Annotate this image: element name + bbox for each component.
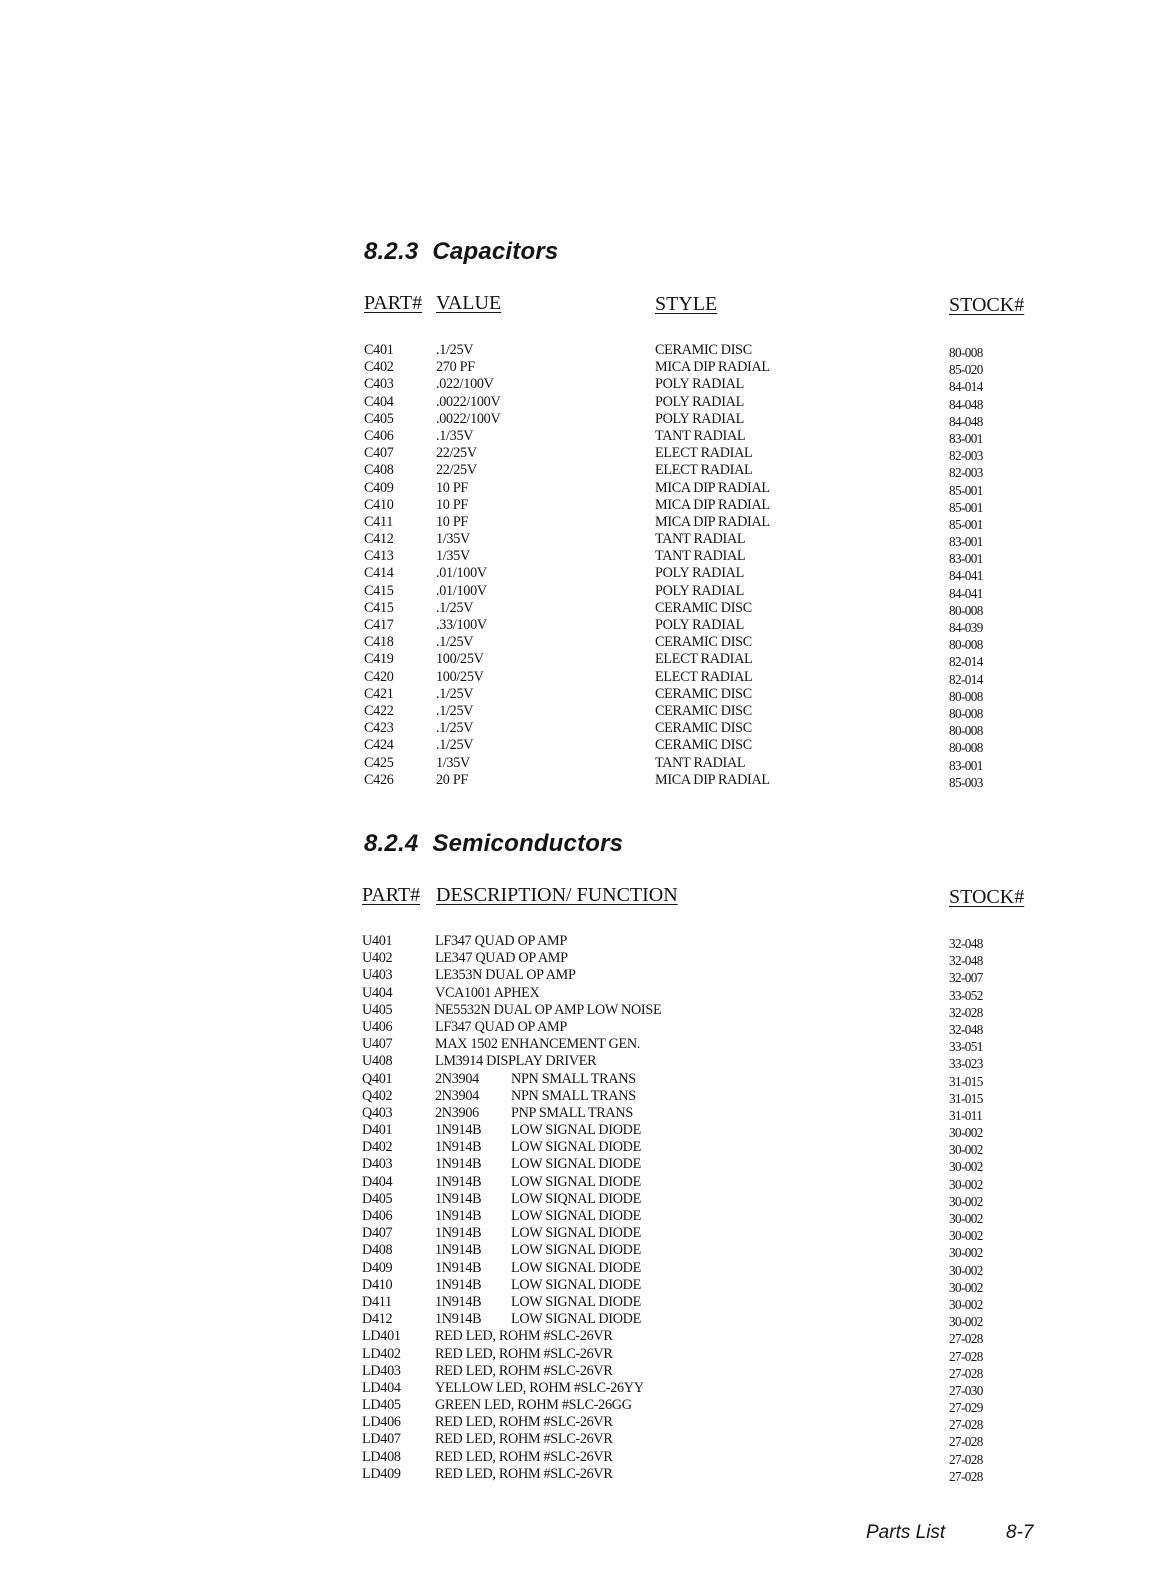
part-description: RED LED, ROHM #SLC-26VR bbox=[435, 1345, 613, 1362]
stock-number: 85-001 bbox=[949, 499, 983, 515]
stock-number: 30-002 bbox=[949, 1279, 983, 1295]
stock-number: 30-002 bbox=[949, 1296, 983, 1312]
part-value: 10 PF bbox=[436, 513, 469, 530]
table-row bbox=[0, 514, 1162, 531]
stock-number: 30-002 bbox=[949, 1142, 983, 1158]
table-row bbox=[0, 1105, 1162, 1122]
part-value: .1/25V bbox=[436, 685, 474, 702]
part-style: MICA DIP RADIAL bbox=[655, 513, 770, 530]
table-row bbox=[0, 1449, 1162, 1466]
part-description: RED LED, ROHM #SLC-26VR bbox=[435, 1465, 613, 1482]
part-description: 1N914B bbox=[435, 1293, 482, 1310]
part-description: RED LED, ROHM #SLC-26VR bbox=[435, 1414, 613, 1431]
part-style: MICA DIP RADIAL bbox=[655, 771, 770, 788]
part-description: LE353N DUAL OP AMP bbox=[435, 967, 576, 984]
table-row bbox=[0, 445, 1162, 462]
stock-number: 27-029 bbox=[949, 1400, 983, 1416]
stock-number: 27-028 bbox=[949, 1365, 983, 1381]
table-row bbox=[0, 583, 1162, 600]
part-number: C411 bbox=[364, 513, 394, 530]
stock-number: 32-048 bbox=[949, 1021, 983, 1037]
table-row bbox=[0, 737, 1162, 754]
part-number: U408 bbox=[362, 1053, 393, 1070]
part-function: LOW SIQNAL DIODE bbox=[511, 1190, 641, 1207]
part-number: LD404 bbox=[362, 1379, 401, 1396]
part-value: .01/100V bbox=[436, 565, 487, 582]
stock-number: 30-002 bbox=[949, 1125, 983, 1141]
part-number: D409 bbox=[362, 1259, 393, 1276]
part-description: 1N914B bbox=[435, 1225, 482, 1242]
part-style: ELECT RADIAL bbox=[655, 445, 753, 462]
part-number: C408 bbox=[364, 462, 394, 479]
part-description: 1N914B bbox=[435, 1311, 482, 1328]
part-description: 1N914B bbox=[435, 1173, 482, 1190]
stock-number: 33-051 bbox=[949, 1039, 983, 1055]
stock-number: 80-008 bbox=[949, 345, 983, 360]
table-row bbox=[0, 772, 1162, 789]
part-number: LD403 bbox=[362, 1362, 401, 1379]
part-description: LF347 QUAD OP AMP bbox=[435, 933, 567, 949]
stock-number: 82-014 bbox=[949, 654, 983, 670]
part-value: 10 PF bbox=[436, 496, 469, 513]
stock-number: 27-028 bbox=[949, 1468, 983, 1484]
section-name: Capacitors bbox=[432, 238, 559, 265]
part-value: 100/25V bbox=[436, 668, 484, 685]
part-number: U403 bbox=[362, 967, 393, 984]
part-style: POLY RADIAL bbox=[655, 410, 744, 427]
section-name: Semiconductors bbox=[432, 830, 624, 857]
stock-number: 80-008 bbox=[949, 723, 983, 739]
part-style: MICA DIP RADIAL bbox=[655, 496, 770, 513]
part-number: C414 bbox=[364, 565, 394, 582]
part-description: NE5532N DUAL OP AMP LOW NOISE bbox=[435, 1001, 662, 1018]
part-number: C426 bbox=[364, 771, 394, 788]
part-number: C418 bbox=[364, 634, 394, 651]
part-description: 2N3904 bbox=[435, 1070, 479, 1087]
part-value: .1/25V bbox=[436, 342, 474, 358]
part-value: 1/35V bbox=[436, 531, 470, 548]
part-style: CERAMIC DISC bbox=[655, 702, 752, 719]
stock-number: 85-001 bbox=[949, 516, 983, 532]
table-row bbox=[0, 617, 1162, 634]
part-number: C409 bbox=[364, 479, 394, 496]
stock-number: 27-028 bbox=[949, 1434, 983, 1450]
part-value: 10 PF bbox=[436, 479, 469, 496]
semiconductors-table bbox=[0, 933, 1162, 1483]
part-function: LOW SIGNAL DIODE bbox=[511, 1293, 641, 1310]
part-description: RED LED, ROHM #SLC-26VR bbox=[435, 1448, 613, 1465]
part-number: D403 bbox=[362, 1156, 393, 1173]
table-row bbox=[0, 497, 1162, 514]
part-style: POLY RADIAL bbox=[655, 376, 744, 393]
part-description: 1N914B bbox=[435, 1156, 482, 1173]
part-description: RED LED, ROHM #SLC-26VR bbox=[435, 1431, 613, 1448]
part-number: D410 bbox=[362, 1276, 393, 1293]
part-number: C405 bbox=[364, 410, 394, 427]
part-description: 1N914B bbox=[435, 1276, 482, 1293]
part-function: LOW SIGNAL DIODE bbox=[511, 1122, 641, 1139]
part-value: .1/25V bbox=[436, 702, 474, 719]
part-style: CERAMIC DISC bbox=[655, 685, 752, 702]
part-number: C410 bbox=[364, 496, 394, 513]
capacitors-header-stock: STOCK# bbox=[949, 294, 1025, 316]
part-number: D405 bbox=[362, 1190, 393, 1207]
part-description: 1N914B bbox=[435, 1259, 482, 1276]
part-value: .01/100V bbox=[436, 582, 487, 599]
part-value: 22/25V bbox=[436, 462, 477, 479]
stock-number: 33-052 bbox=[949, 987, 983, 1003]
stock-number: 30-002 bbox=[949, 1245, 983, 1261]
part-number: C401 bbox=[364, 342, 394, 358]
part-number: C419 bbox=[364, 651, 394, 668]
table-row bbox=[0, 950, 1162, 967]
part-number: C403 bbox=[364, 376, 394, 393]
table-row bbox=[0, 755, 1162, 772]
stock-number: 80-008 bbox=[949, 602, 983, 618]
part-function: NPN SMALL TRANS bbox=[511, 1087, 636, 1104]
part-number: C413 bbox=[364, 548, 394, 565]
stock-number: 27-028 bbox=[949, 1417, 983, 1433]
table-row bbox=[0, 1346, 1162, 1363]
stock-number: 32-007 bbox=[949, 970, 983, 986]
stock-number: 82-014 bbox=[949, 671, 983, 687]
table-row bbox=[0, 600, 1162, 617]
stock-number: 80-008 bbox=[949, 705, 983, 721]
part-number: U406 bbox=[362, 1018, 393, 1035]
part-value: 22/25V bbox=[436, 445, 477, 462]
stock-number: 31-015 bbox=[949, 1073, 983, 1089]
part-number: C415 bbox=[364, 599, 394, 616]
section-number: 8.2.3 bbox=[364, 238, 419, 265]
stock-number: 85-020 bbox=[949, 362, 983, 378]
part-style: TANT RADIAL bbox=[655, 427, 746, 444]
footer-label: Parts List bbox=[866, 1522, 946, 1543]
part-style: POLY RADIAL bbox=[655, 393, 744, 410]
part-description: 1N914B bbox=[435, 1122, 482, 1139]
part-function: LOW SIGNAL DIODE bbox=[511, 1259, 641, 1276]
table-row bbox=[0, 634, 1162, 651]
table-row bbox=[0, 411, 1162, 428]
table-row bbox=[0, 985, 1162, 1002]
part-value: .1/25V bbox=[436, 720, 474, 737]
part-number: LD406 bbox=[362, 1414, 401, 1431]
table-row bbox=[0, 1311, 1162, 1328]
semiconductors-header-part: PART# bbox=[362, 884, 421, 906]
part-number: U405 bbox=[362, 1001, 393, 1018]
stock-number: 27-028 bbox=[949, 1331, 983, 1347]
table-row bbox=[0, 1242, 1162, 1259]
capacitors-table bbox=[0, 342, 1162, 789]
table-row bbox=[0, 1277, 1162, 1294]
part-number: C420 bbox=[364, 668, 394, 685]
part-description: 1N914B bbox=[435, 1208, 482, 1224]
stock-number: 27-028 bbox=[949, 1348, 983, 1364]
part-number: U404 bbox=[362, 984, 393, 1001]
semiconductors-header-description: DESCRIPTION/ FUNCTION bbox=[436, 884, 678, 906]
part-value: .1/35V bbox=[436, 427, 474, 444]
part-value: .33/100V bbox=[436, 617, 487, 633]
stock-number: 84-048 bbox=[949, 396, 983, 412]
part-style: POLY RADIAL bbox=[655, 617, 744, 633]
part-function: LOW SIGNAL DIODE bbox=[511, 1139, 641, 1156]
part-number: U401 bbox=[362, 933, 393, 949]
part-number: C423 bbox=[364, 720, 394, 737]
part-style: CERAMIC DISC bbox=[655, 599, 752, 616]
table-row bbox=[0, 548, 1162, 565]
part-number: LD407 bbox=[362, 1431, 401, 1448]
part-number: LD401 bbox=[362, 1328, 401, 1345]
table-row bbox=[0, 1208, 1162, 1225]
table-row bbox=[0, 651, 1162, 668]
part-number: D406 bbox=[362, 1208, 393, 1224]
part-number: C402 bbox=[364, 359, 394, 376]
part-value: 1/35V bbox=[436, 548, 470, 565]
table-row bbox=[0, 1071, 1162, 1088]
part-number: LD402 bbox=[362, 1345, 401, 1362]
part-number: D404 bbox=[362, 1173, 393, 1190]
part-number: C422 bbox=[364, 702, 394, 719]
part-value: 100/25V bbox=[436, 651, 484, 668]
table-row bbox=[0, 1380, 1162, 1397]
stock-number: 27-028 bbox=[949, 1451, 983, 1467]
part-description: MAX 1502 ENHANCEMENT GEN. bbox=[435, 1036, 641, 1053]
part-description: 2N3904 bbox=[435, 1087, 479, 1104]
stock-number: 82-003 bbox=[949, 465, 983, 481]
part-function: PNP SMALL TRANS bbox=[511, 1104, 633, 1121]
part-style: TANT RADIAL bbox=[655, 531, 746, 548]
table-row bbox=[0, 1122, 1162, 1139]
stock-number: 83-001 bbox=[949, 551, 983, 567]
part-style: POLY RADIAL bbox=[655, 582, 744, 599]
part-description: RED LED, ROHM #SLC-26VR bbox=[435, 1362, 613, 1379]
table-row bbox=[0, 686, 1162, 703]
part-value: .1/25V bbox=[436, 634, 474, 651]
stock-number: 80-008 bbox=[949, 637, 983, 653]
stock-number: 31-011 bbox=[949, 1107, 983, 1123]
part-style: MICA DIP RADIAL bbox=[655, 359, 770, 376]
part-value: 20 PF bbox=[436, 771, 469, 788]
capacitors-section-title bbox=[364, 238, 558, 266]
part-style: CERAMIC DISC bbox=[655, 737, 752, 754]
table-row bbox=[0, 933, 1162, 950]
part-style: CERAMIC DISC bbox=[655, 634, 752, 651]
stock-number: 33-023 bbox=[949, 1056, 983, 1072]
table-row bbox=[0, 1363, 1162, 1380]
capacitors-header-part: PART# bbox=[364, 292, 423, 314]
part-number: C406 bbox=[364, 427, 394, 444]
table-row bbox=[0, 1036, 1162, 1053]
table-row bbox=[0, 967, 1162, 984]
part-description: LM3914 DISPLAY DRIVER bbox=[435, 1053, 597, 1070]
part-number: C424 bbox=[364, 737, 394, 754]
part-number: LD408 bbox=[362, 1448, 401, 1465]
stock-number: 30-002 bbox=[949, 1211, 983, 1226]
part-description: 2N3906 bbox=[435, 1104, 479, 1121]
stock-number: 30-002 bbox=[949, 1314, 983, 1330]
part-function: LOW SIGNAL DIODE bbox=[511, 1225, 641, 1242]
part-style: ELECT RADIAL bbox=[655, 462, 753, 479]
part-number: D411 bbox=[362, 1293, 392, 1310]
part-function: LOW SIGNAL DIODE bbox=[511, 1156, 641, 1173]
table-row bbox=[0, 1260, 1162, 1277]
section-number: 8.2.4 bbox=[364, 830, 419, 857]
table-row bbox=[0, 1088, 1162, 1105]
part-description: VCA1001 APHEX bbox=[435, 984, 540, 1001]
table-row bbox=[0, 1139, 1162, 1156]
table-row bbox=[0, 1053, 1162, 1070]
part-description: GREEN LED, ROHM #SLC-26GG bbox=[435, 1397, 632, 1414]
part-number: D412 bbox=[362, 1311, 393, 1328]
part-number: C407 bbox=[364, 445, 394, 462]
stock-number: 32-048 bbox=[949, 953, 983, 969]
part-style: MICA DIP RADIAL bbox=[655, 479, 770, 496]
stock-number: 85-003 bbox=[949, 774, 983, 790]
part-description: RED LED, ROHM #SLC-26VR bbox=[435, 1328, 613, 1345]
stock-number: 84-048 bbox=[949, 413, 983, 429]
stock-number: 83-001 bbox=[949, 534, 983, 550]
part-number: C412 bbox=[364, 531, 394, 548]
semiconductors-section-title bbox=[364, 830, 623, 858]
stock-number: 83-001 bbox=[949, 757, 983, 773]
part-description: 1N914B bbox=[435, 1242, 482, 1259]
stock-number: 27-030 bbox=[949, 1382, 983, 1398]
part-number: LD409 bbox=[362, 1465, 401, 1482]
part-number: LD405 bbox=[362, 1397, 401, 1414]
stock-number: 31-015 bbox=[949, 1090, 983, 1106]
part-number: Q402 bbox=[362, 1087, 393, 1104]
table-row bbox=[0, 462, 1162, 479]
page-number: 8-7 bbox=[1006, 1522, 1034, 1543]
part-function: NPN SMALL TRANS bbox=[511, 1070, 636, 1087]
stock-number: 84-014 bbox=[949, 379, 983, 395]
part-number: C404 bbox=[364, 393, 394, 410]
table-row bbox=[0, 531, 1162, 548]
stock-number: 84-041 bbox=[949, 568, 983, 584]
table-row bbox=[0, 359, 1162, 376]
part-value: 1/35V bbox=[436, 754, 470, 771]
part-number: D402 bbox=[362, 1139, 393, 1156]
stock-number: 32-048 bbox=[949, 936, 983, 951]
stock-number: 30-002 bbox=[949, 1193, 983, 1209]
part-number: C421 bbox=[364, 685, 394, 702]
stock-number: 30-002 bbox=[949, 1262, 983, 1278]
part-style: CERAMIC DISC bbox=[655, 720, 752, 737]
part-number: D407 bbox=[362, 1225, 393, 1242]
stock-number: 84-039 bbox=[949, 620, 983, 635]
stock-number: 84-041 bbox=[949, 585, 983, 601]
part-description: YELLOW LED, ROHM #SLC-26YY bbox=[435, 1379, 644, 1396]
part-number: C415 bbox=[364, 582, 394, 599]
part-value: .0022/100V bbox=[436, 410, 501, 427]
table-row bbox=[0, 1225, 1162, 1242]
table-row bbox=[0, 394, 1162, 411]
part-description: 1N914B bbox=[435, 1190, 482, 1207]
stock-number: 85-001 bbox=[949, 482, 983, 498]
table-row bbox=[0, 703, 1162, 720]
stock-number: 30-002 bbox=[949, 1228, 983, 1244]
part-style: ELECT RADIAL bbox=[655, 668, 753, 685]
stock-number: 83-001 bbox=[949, 430, 983, 446]
part-number: C425 bbox=[364, 754, 394, 771]
part-function: LOW SIGNAL DIODE bbox=[511, 1276, 641, 1293]
table-row bbox=[0, 376, 1162, 393]
table-row bbox=[0, 1431, 1162, 1448]
part-style: POLY RADIAL bbox=[655, 565, 744, 582]
part-number: U407 bbox=[362, 1036, 393, 1053]
stock-number: 80-008 bbox=[949, 688, 983, 704]
part-function: LOW SIGNAL DIODE bbox=[511, 1311, 641, 1328]
stock-number: 30-002 bbox=[949, 1159, 983, 1175]
table-row bbox=[0, 1019, 1162, 1036]
table-row bbox=[0, 480, 1162, 497]
part-number: D401 bbox=[362, 1122, 393, 1139]
part-number: C417 bbox=[364, 617, 394, 633]
table-row bbox=[0, 1191, 1162, 1208]
stock-number: 82-003 bbox=[949, 448, 983, 464]
part-value: .1/25V bbox=[436, 599, 474, 616]
part-style: ELECT RADIAL bbox=[655, 651, 753, 668]
table-row bbox=[0, 1466, 1162, 1483]
part-description: 1N914B bbox=[435, 1139, 482, 1156]
table-row bbox=[0, 1174, 1162, 1191]
table-row bbox=[0, 1397, 1162, 1414]
part-description: LF347 QUAD OP AMP bbox=[435, 1018, 567, 1035]
part-style: CERAMIC DISC bbox=[655, 342, 752, 358]
part-value: 270 PF bbox=[436, 359, 475, 376]
table-row bbox=[0, 428, 1162, 445]
table-row bbox=[0, 669, 1162, 686]
stock-number: 30-002 bbox=[949, 1176, 983, 1192]
table-row bbox=[0, 720, 1162, 737]
semiconductors-header-stock: STOCK# bbox=[949, 886, 1025, 908]
part-function: LOW SIGNAL DIODE bbox=[511, 1173, 641, 1190]
part-number: Q401 bbox=[362, 1070, 393, 1087]
part-style: TANT RADIAL bbox=[655, 754, 746, 771]
capacitors-header-style: STYLE bbox=[655, 293, 718, 315]
stock-number: 80-008 bbox=[949, 740, 983, 756]
table-row bbox=[0, 1294, 1162, 1311]
capacitors-header-value: VALUE bbox=[436, 292, 502, 314]
part-value: .022/100V bbox=[436, 376, 494, 393]
part-value: .0022/100V bbox=[436, 393, 501, 410]
table-row bbox=[0, 1002, 1162, 1019]
table-row bbox=[0, 1328, 1162, 1345]
part-number: D408 bbox=[362, 1242, 393, 1259]
table-row bbox=[0, 1414, 1162, 1431]
part-description: LE347 QUAD OP AMP bbox=[435, 950, 568, 967]
part-style: TANT RADIAL bbox=[655, 548, 746, 565]
part-function: LOW SIGNAL DIODE bbox=[511, 1242, 641, 1259]
stock-number: 32-028 bbox=[949, 1004, 983, 1020]
part-number: Q403 bbox=[362, 1104, 393, 1121]
part-function: LOW SIGNAL DIODE bbox=[511, 1208, 641, 1224]
part-value: .1/25V bbox=[436, 737, 474, 754]
table-row bbox=[0, 565, 1162, 582]
table-row bbox=[0, 1156, 1162, 1173]
part-number: U402 bbox=[362, 950, 393, 967]
table-row bbox=[0, 342, 1162, 359]
